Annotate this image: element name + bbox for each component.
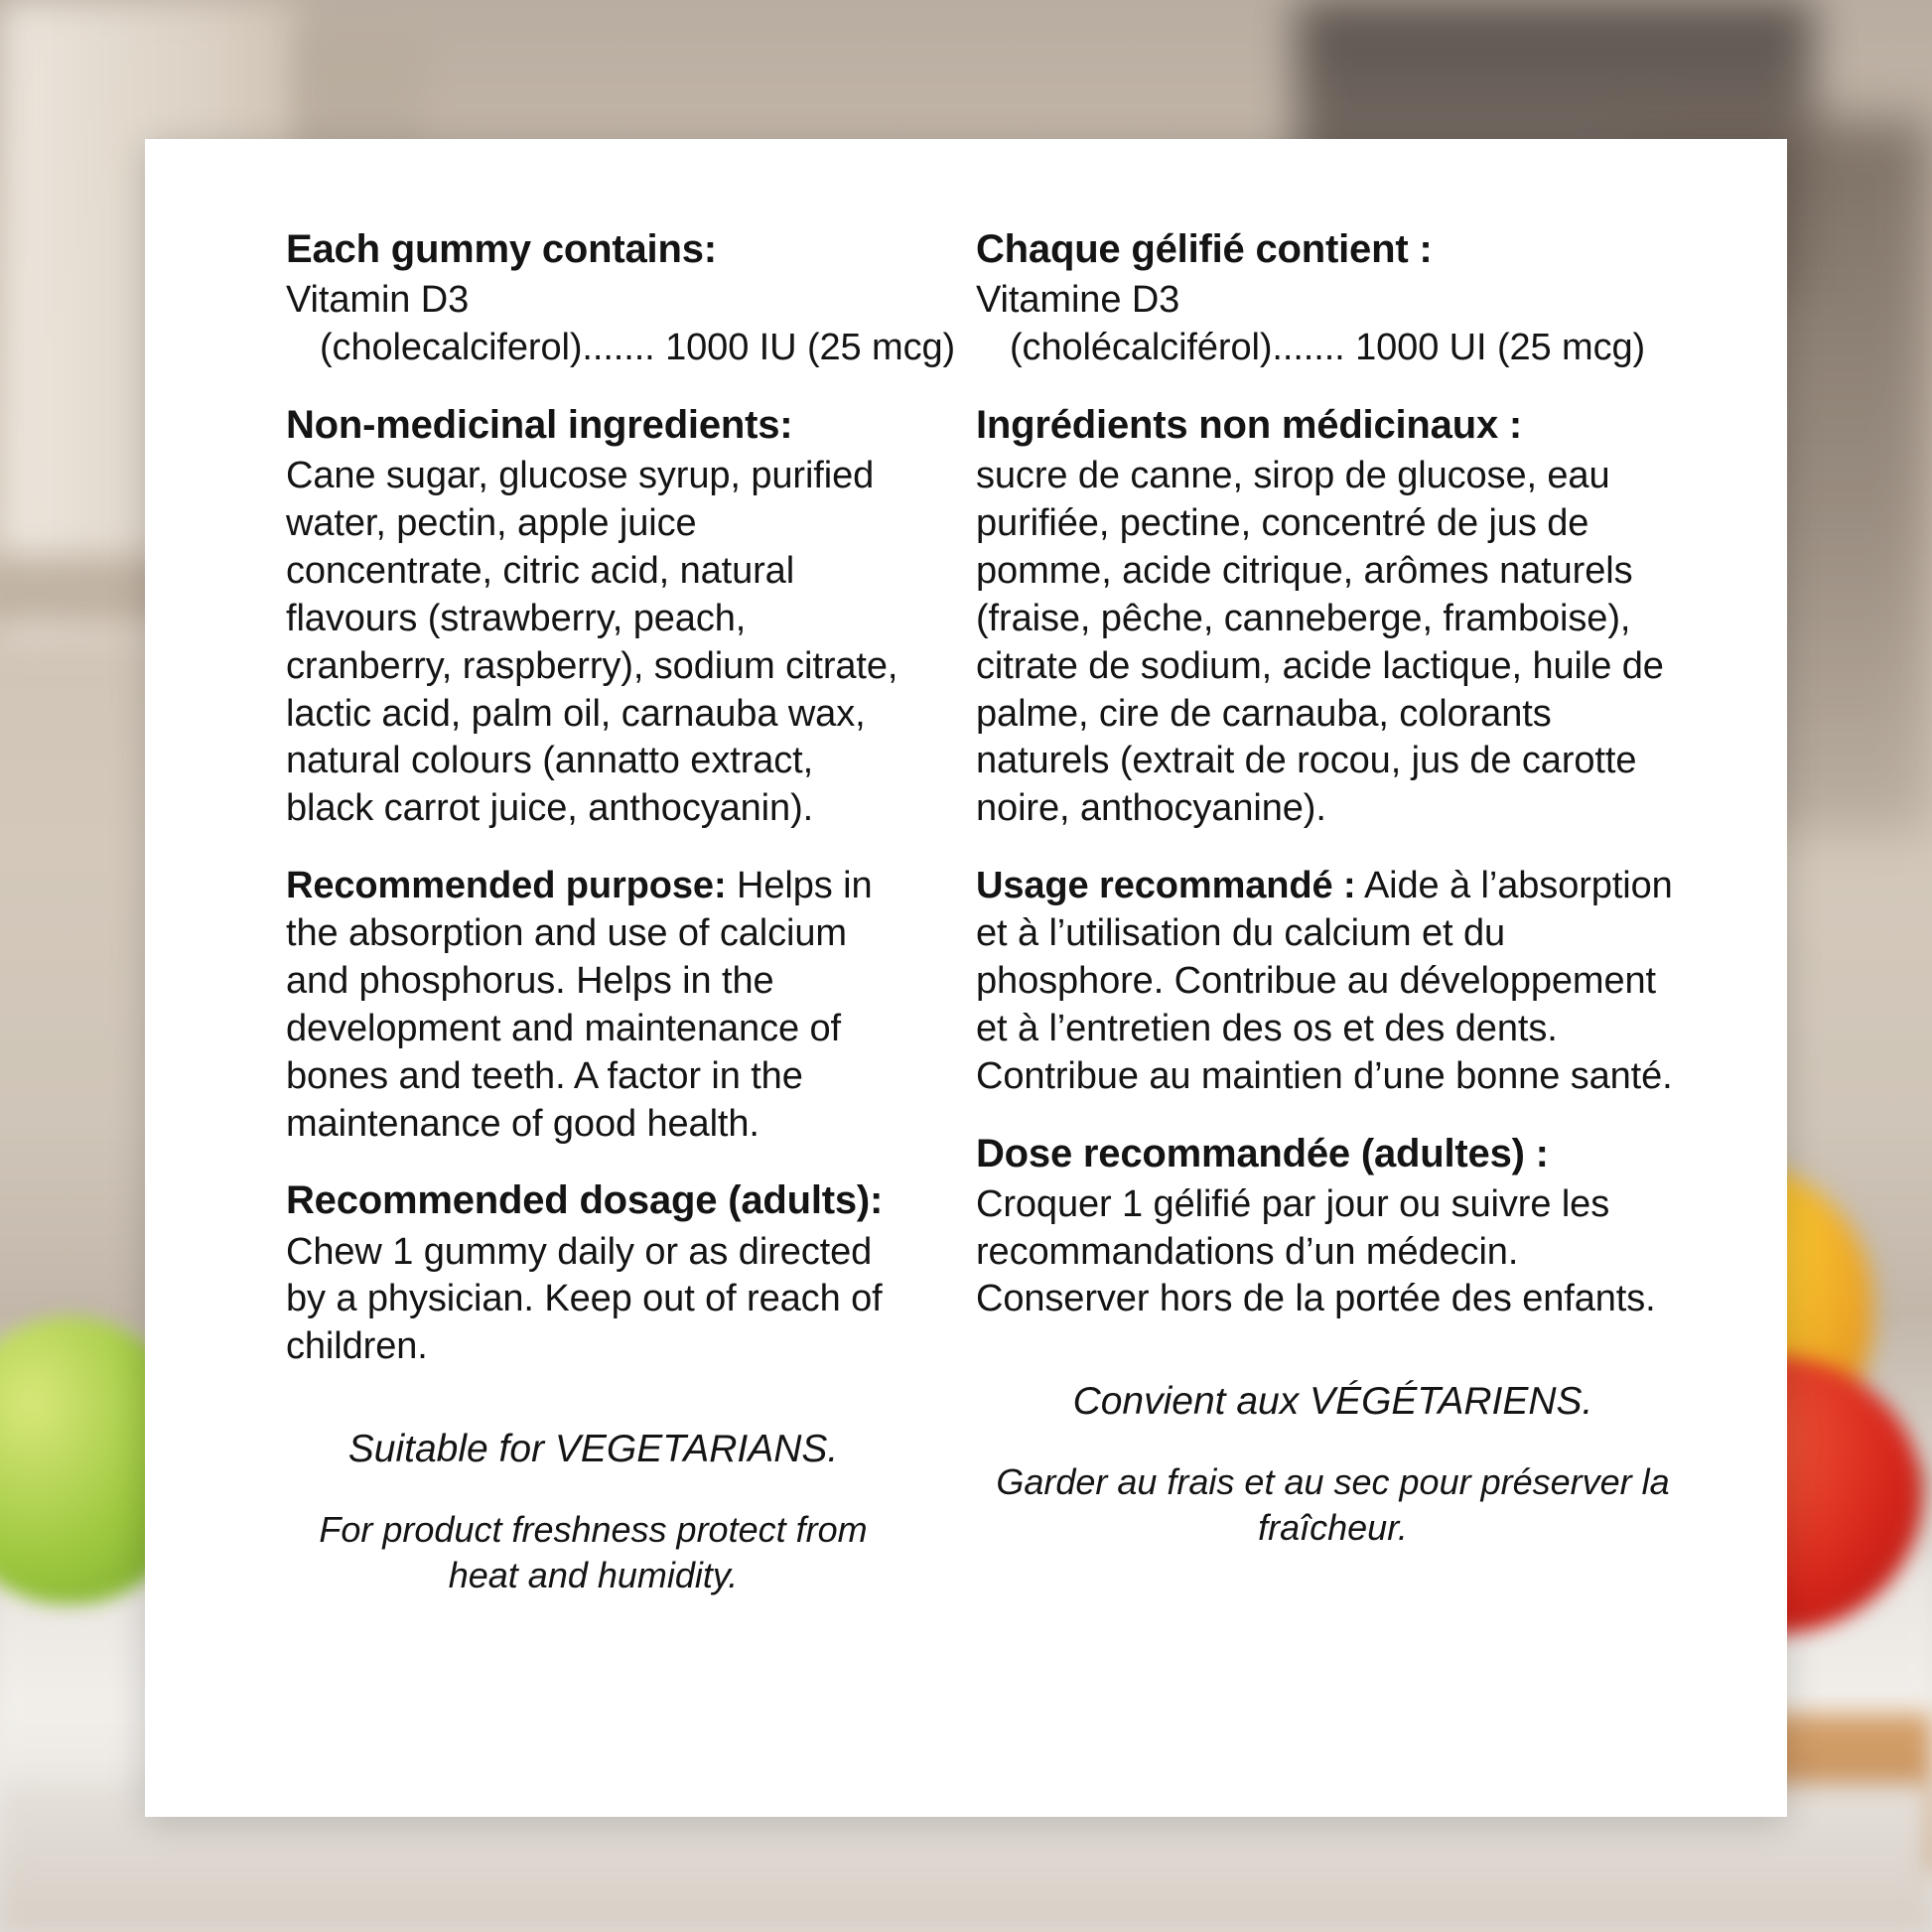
section-each-gummy-fr [976, 226, 1690, 372]
each-gummy-heading-fr: Chaque gélifié contient : [976, 227, 1433, 271]
vitamin-amount-line-fr [976, 325, 1690, 372]
non-medicinal-heading-en: Non-medicinal ingredients: [286, 402, 793, 447]
vitamin-dots-fr: ....... [1272, 327, 1345, 369]
section-non-medicinal-fr [976, 402, 1690, 833]
supplement-label-card [145, 139, 1787, 1817]
label-column-french [966, 226, 1718, 1757]
freshness-note-en: For product freshness protect from heat and humidity. [319, 1509, 868, 1595]
non-medicinal-heading-fr: Ingrédients non médicinaux : [976, 402, 1523, 447]
vitamin-name-fr: Vitamine D3 [976, 279, 1180, 322]
dosage-heading-en: Recommended dosage (adults): [286, 1178, 884, 1223]
vitamin-name-en: Vitamin D3 [286, 279, 470, 322]
each-gummy-heading-en: Each gummy contains: [286, 227, 717, 271]
section-purpose-fr [976, 863, 1690, 1100]
section-purpose-en [286, 863, 900, 1148]
section-non-medicinal-en [286, 402, 900, 833]
non-medicinal-body-en: Cane sugar, glucose syrup, purified water, pectin, apple juice concentrate, citric acid, natural flavours (strawberry, peach, cranberry, raspberry), sodium citrate, lactic acid, palm oil, carnauba wax, natural colours (annatto extract, black carrot juice, anthocyanin). [286, 455, 898, 830]
section-each-gummy-en [286, 226, 956, 372]
vitamin-amount-en: 1000 IU (25 mcg) [665, 327, 956, 369]
section-dosage-en [286, 1177, 900, 1371]
purpose-paragraph-fr [976, 863, 1690, 1100]
purpose-body-en: Helps in the absorption and use of calcium and phosphorus. Helps in the development and maintenance of bones and teeth. A factor in the maintenance of good health. [286, 865, 873, 1145]
purpose-body-fr: Aide à l’absorption et à l’utilisation du calcium et du phosphore. Contribue au développement et à l’entretien des os et des dents. Contribue au maintien d’une bonne santé. [976, 865, 1673, 1097]
purpose-heading-en: Recommended purpose: [286, 865, 727, 907]
dosage-body-fr: Croquer 1 gélifié par jour ou suivre les recommandations d’un médecin. Conserver hors de la portée des enfants. [976, 1182, 1656, 1320]
vitamin-detail-en: (cholecalciferol) [320, 327, 583, 369]
background-pot [298, 30, 427, 149]
dosage-body-en: Chew 1 gummy daily or as directed by a physician. Keep out of reach of children. [286, 1230, 883, 1368]
label-column-english [214, 226, 966, 1757]
purpose-paragraph-en [286, 863, 900, 1148]
freshness-note-fr: Garder au frais et au sec pour préserver la fraîcheur. [996, 1461, 1670, 1548]
purpose-heading-fr: Usage recommandé : [976, 865, 1356, 907]
vegetarian-note-en: Suitable for VEGETARIANS. [347, 1428, 839, 1471]
dosage-heading-fr: Dose recommandée (adultes) : [976, 1131, 1549, 1175]
section-dosage-fr [976, 1131, 1690, 1324]
non-medicinal-body-fr: sucre de canne, sirop de glucose, eau purifiée, pectine, concentré de jus de pomme, acide citrique, arômes naturels (fraise, pêche, canneberge, framboise), citrate de sodium, acide lactique, huile de palme, cire de carnauba, colorants naturels (extrait de rocou, jus de carotte noire, anthocyanine). [976, 455, 1664, 830]
vitamin-detail-fr: (cholécalciférol) [1010, 327, 1273, 369]
vitamin-amount-line-en [286, 325, 956, 372]
vegetarian-note-fr: Convient aux VÉGÉTARIENS. [1072, 1380, 1593, 1424]
vitamin-dots-en: ....... [582, 327, 655, 369]
vitamin-amount-fr: 1000 UI (25 mcg) [1355, 327, 1646, 369]
